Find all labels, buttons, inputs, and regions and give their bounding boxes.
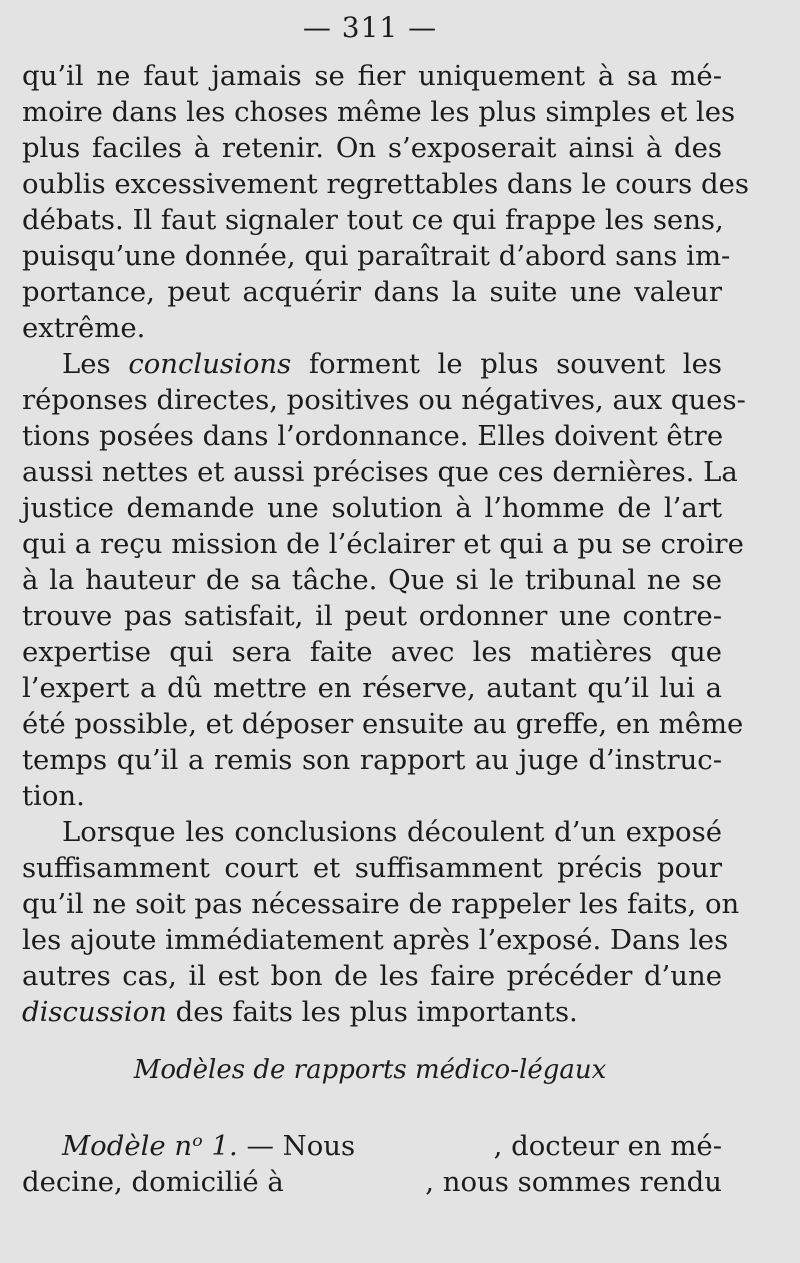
text-line: plus faciles à retenir. On s’exposerait ainsi à des bbox=[22, 132, 722, 164]
text-line: portance, peut acquérir dans la suite une valeur bbox=[22, 276, 722, 308]
text-line bbox=[22, 994, 722, 1030]
text-line: justice demande une solution à l’homme de l’art bbox=[22, 492, 722, 524]
text-line: puisqu’une donnée, qui paraîtrait d’abord sans im- bbox=[22, 240, 731, 272]
text-line: été possible, et déposer ensuite au greffe, en même bbox=[22, 708, 744, 740]
section-heading: Modèles de rapports médico-légaux bbox=[133, 1055, 607, 1085]
model-label-line bbox=[62, 1128, 355, 1164]
text-line: extrême. bbox=[22, 312, 146, 344]
text-line bbox=[62, 346, 722, 382]
text-line: qui a reçu mission de l’éclairer et qui a pu se croire bbox=[22, 528, 744, 560]
text-line: expertise qui sera faite avec les matières que bbox=[22, 636, 722, 668]
text-line: à la hauteur de sa tâche. Que si le tribunal ne se bbox=[22, 564, 722, 596]
text-line: autres cas, il est bon de les faire précéder d’une bbox=[22, 960, 722, 992]
text-fragment: — Nous bbox=[237, 1130, 356, 1162]
text-line: les ajoute immédiatement après l’exposé. Dans les bbox=[22, 924, 729, 956]
text-line: Lorsque les conclusions découlent d’un exposé bbox=[62, 816, 722, 848]
text-fragment: des faits les plus importants. bbox=[166, 996, 578, 1028]
text-line: qu’il ne faut jamais se fier uniquement à sa mé- bbox=[22, 60, 722, 92]
text-fragment-right: , docteur en mé- bbox=[493, 1130, 722, 1162]
text-line: temps qu’il a remis son rapport au juge d’instruc- bbox=[22, 744, 722, 776]
text-fragment: forment le plus souvent les bbox=[291, 348, 722, 380]
text-line: tion. bbox=[22, 780, 85, 812]
text-fragment-left: decine, domicilié à bbox=[22, 1166, 284, 1198]
text-line: qu’il ne soit pas nécessaire de rappeler les faits, on bbox=[22, 888, 740, 920]
text-line: réponses directes, positives ou négatives, aux ques- bbox=[22, 384, 746, 416]
text-line: l’expert a dû mettre en réserve, autant qu’il lui a bbox=[22, 672, 722, 704]
text-line: oublis excessivement regrettables dans le cours des bbox=[22, 168, 749, 200]
text-line: suffisamment court et suffisamment précis pour bbox=[22, 852, 722, 884]
italic-term: discussion bbox=[22, 996, 167, 1028]
model-label: Modèle nᵒ 1. bbox=[62, 1130, 238, 1162]
text-fragment: Les bbox=[62, 348, 129, 380]
italic-term: conclusions bbox=[128, 348, 292, 380]
text-line: tions posées dans l’ordonnance. Elles doivent être bbox=[22, 420, 724, 452]
text-line: moire dans les choses même les plus simples et les bbox=[22, 96, 736, 128]
text-line: débats. Il faut signaler tout ce qui frappe les sens, bbox=[22, 204, 724, 236]
page-number: — 311 — bbox=[302, 11, 438, 44]
text-line: aussi nettes et aussi précises que ces dernières. La bbox=[22, 456, 738, 488]
text-fragment-right: , nous sommes rendu bbox=[425, 1166, 722, 1198]
text-line: trouve pas satisfait, il peut ordonner une contre- bbox=[22, 600, 722, 632]
